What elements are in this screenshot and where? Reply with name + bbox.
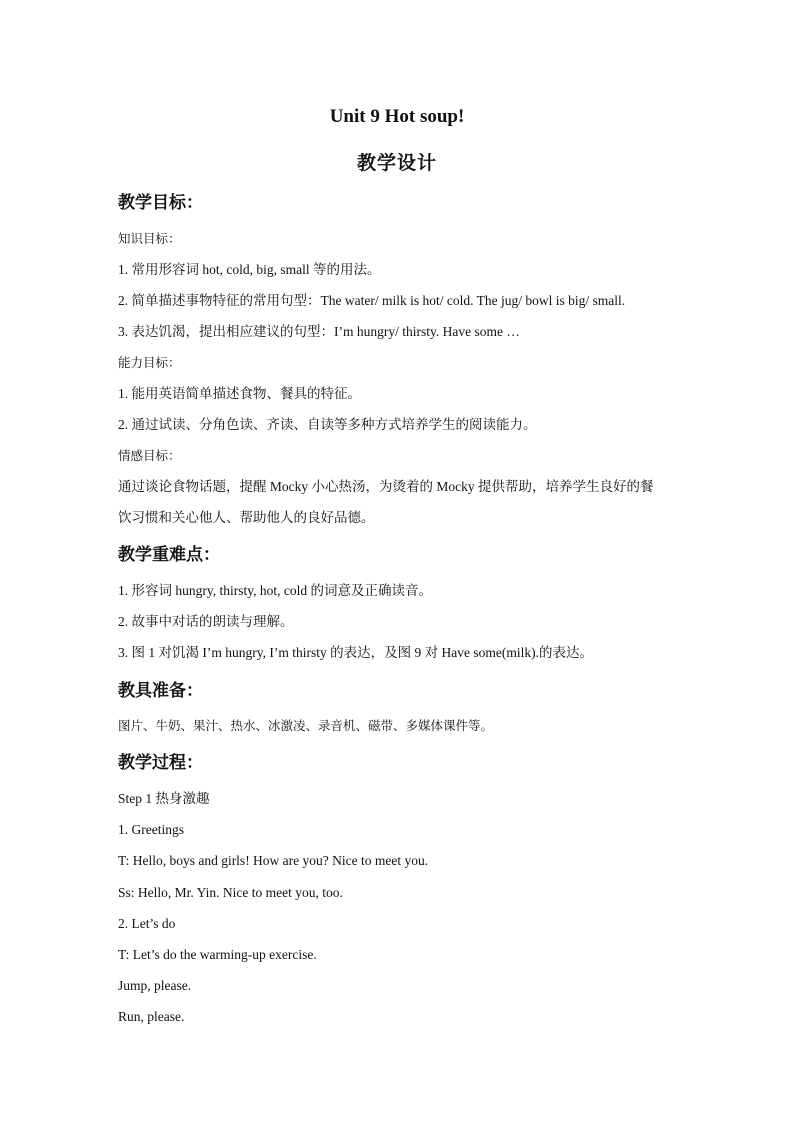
process-line: 1. Greetings [118, 822, 184, 837]
prep-text: 图片、牛奶、果汁、热水、冰激凌、录音机、磁带、多媒体课件等。 [118, 718, 494, 733]
key-point-item: 3. 图 1 对饥渴 I’m hungry, I’m thirsty 的表达，及图 9 对 Have some(milk).的表达。 [118, 645, 593, 660]
emotion-line: 通过谈论食物话题，提醒 Mocky 小心热汤，为烫着的 Mocky 提供帮助，培养学生良好的餐 [118, 479, 654, 494]
knowledge-item: 1. 常用形容词 hot, cold, big, small 等的用法。 [118, 262, 381, 277]
emotion-label: 情感目标： [118, 448, 181, 463]
document-title: Unit 9 Hot soup! [329, 106, 465, 127]
process-line: 2. Let’s do [118, 916, 176, 931]
knowledge-label: 知识目标： [118, 231, 181, 246]
process-line: Ss: Hello, Mr. Yin. Nice to meet you, too. [118, 885, 343, 900]
key-point-item: 1. 形容词 hungry, thirsty, hot, cold 的词意及正确读音。 [118, 583, 432, 598]
knowledge-item: 3. 表达饥渴，提出相应建议的句型：I’m hungry/ thirsty. Have some … [118, 324, 520, 339]
key-point-item: 2. 故事中对话的朗读与理解。 [118, 614, 294, 629]
ability-item: 2. 通过试读、分角色读、齐读、自读等多种方式培养学生的阅读能力。 [118, 417, 537, 432]
process-line: Jump, please. [118, 978, 192, 993]
process-heading: 教学过程： [118, 753, 203, 773]
prep-heading: 教具准备： [118, 681, 203, 701]
process-line: T: Hello, boys and girls! How are you? Nice to meet you. [118, 853, 429, 868]
emotion-line: 饮习惯和关心他人、帮助他人的良好品德。 [118, 510, 375, 525]
ability-item: 1. 能用英语简单描述食物、餐具的特征。 [118, 386, 361, 401]
process-line: Run, please. [118, 1009, 185, 1024]
process-line: T: Let’s do the warming-up exercise. [118, 947, 317, 962]
ability-label: 能力目标： [118, 355, 181, 370]
objectives-heading: 教学目标： [118, 193, 203, 213]
knowledge-item: 2. 简单描述事物特征的常用句型：The water/ milk is hot/ cold. The jug/ bowl is big/ small. [118, 293, 626, 308]
process-line: Step 1 热身激趣 [118, 791, 210, 806]
document-subtitle: 教学设计 [356, 153, 437, 174]
key-points-heading: 教学重难点： [118, 545, 220, 565]
